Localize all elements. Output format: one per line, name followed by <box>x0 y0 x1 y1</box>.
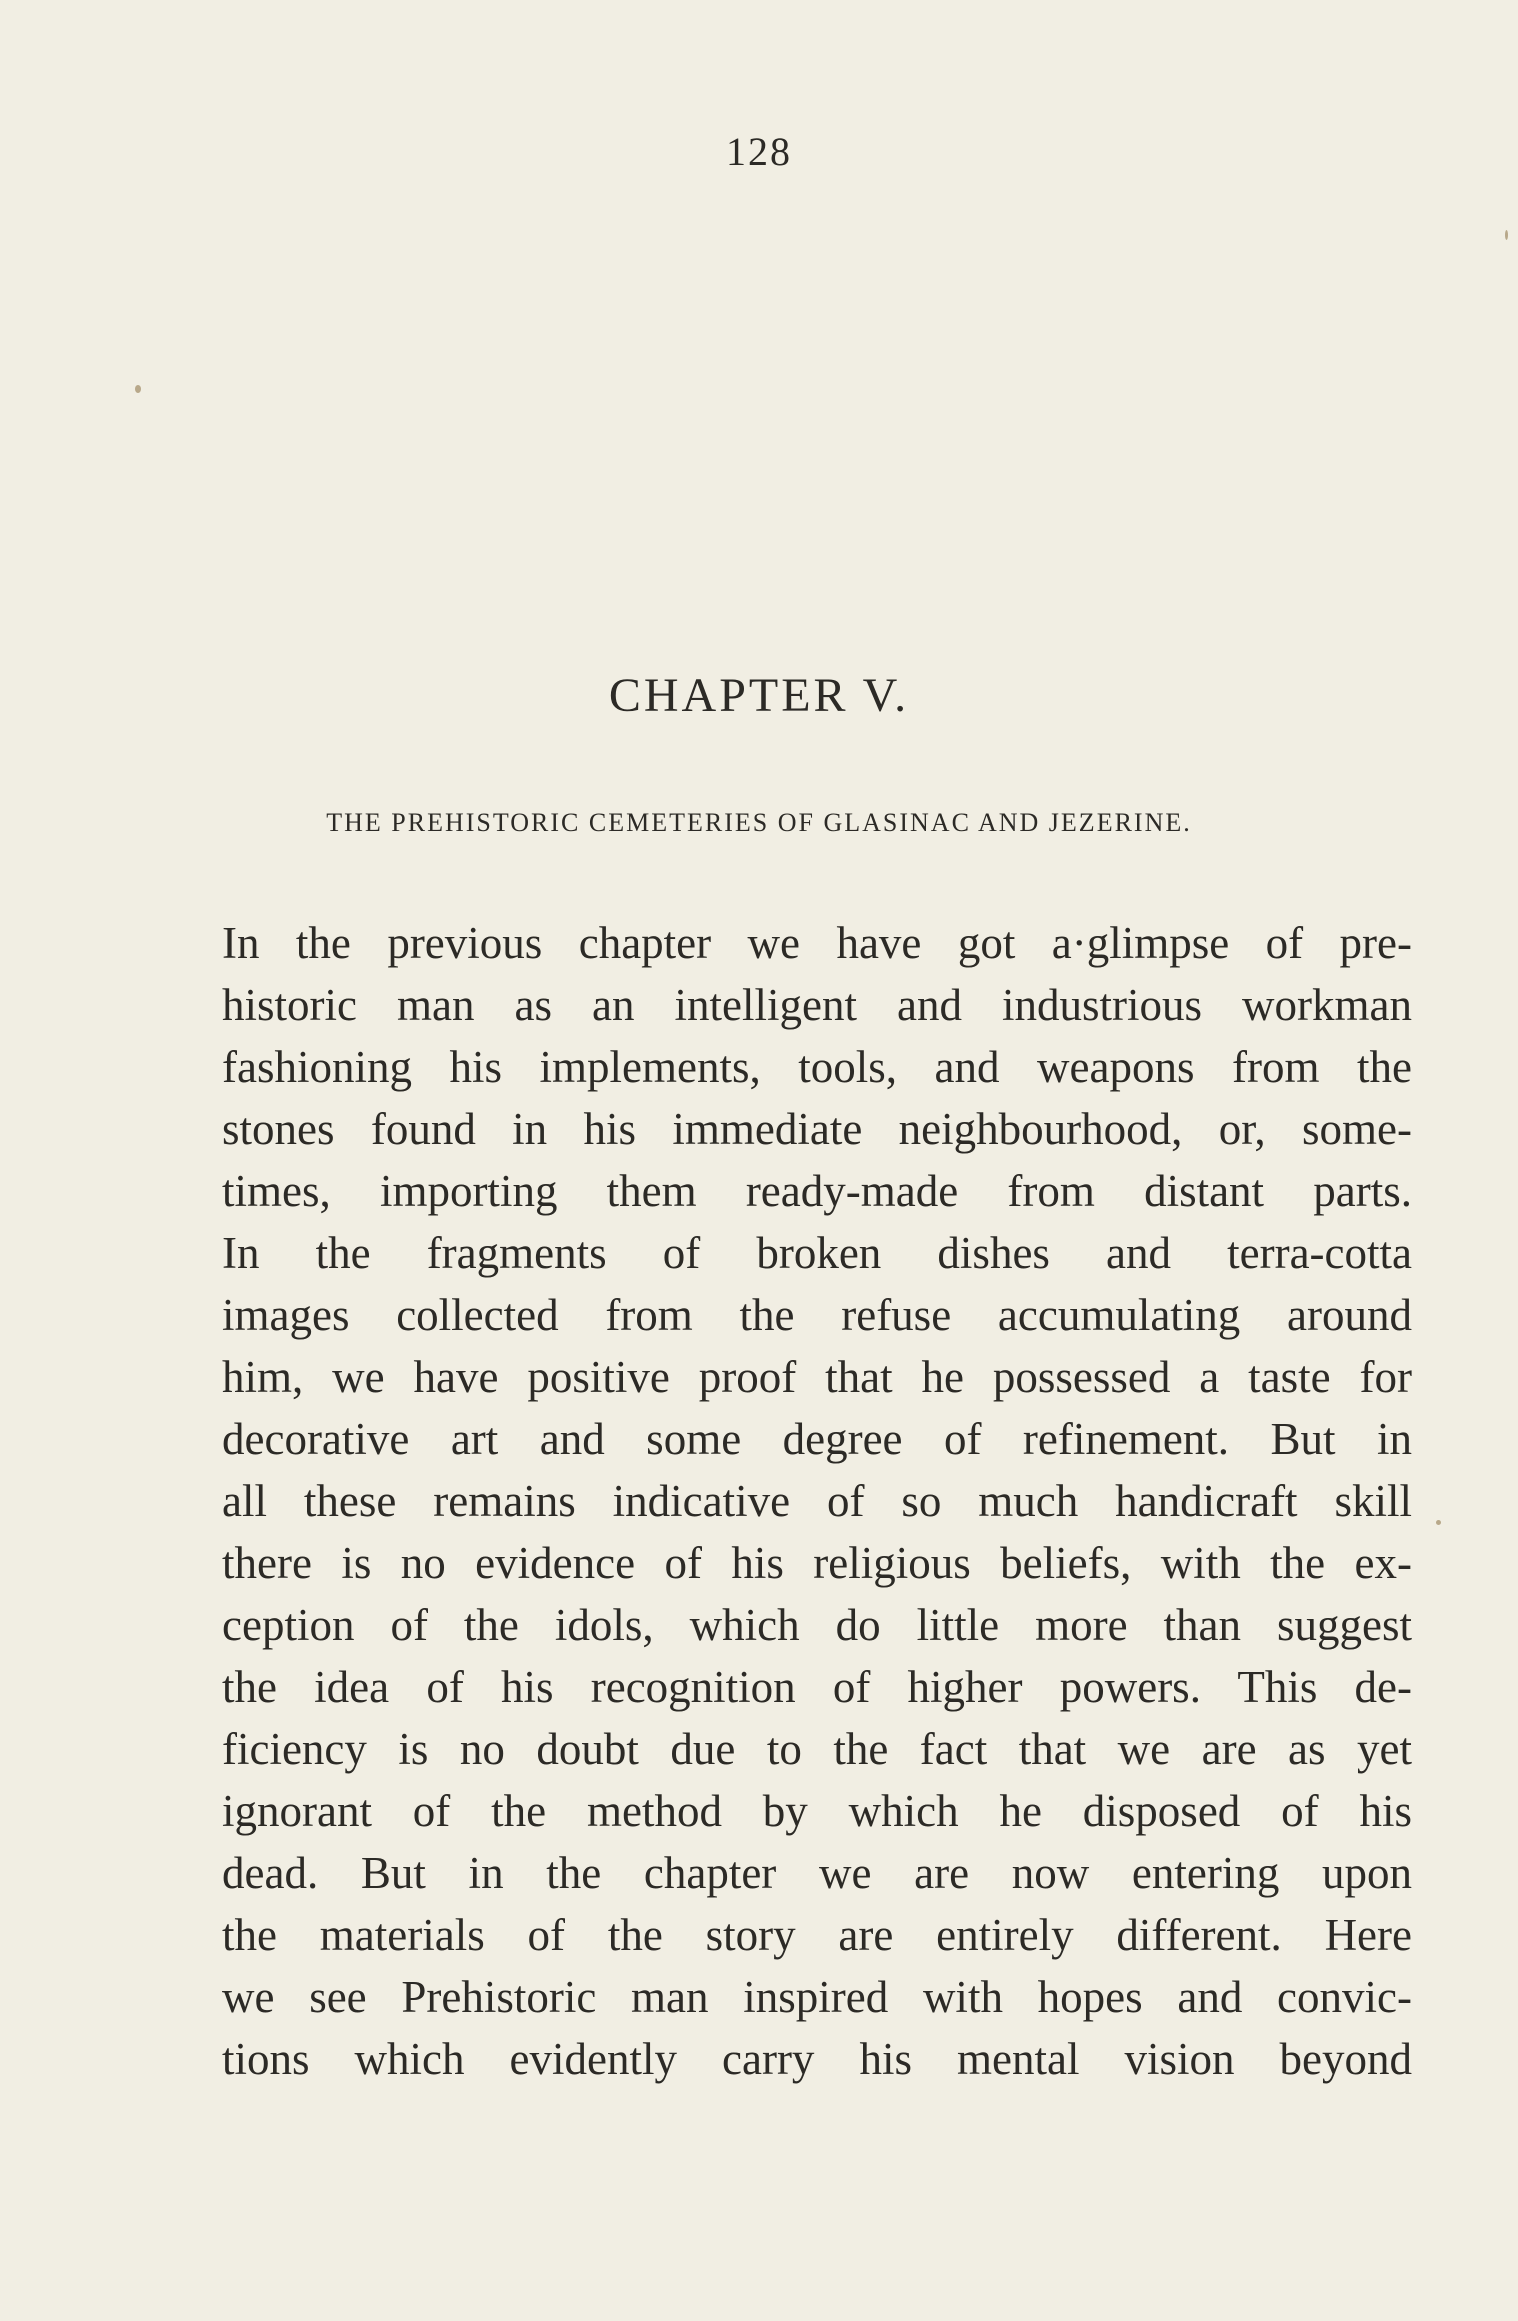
paper-speck <box>1505 230 1508 240</box>
body-line: ficiency is no doubt due to the fact that we are as yet <box>222 1724 1412 1774</box>
paper-speck <box>1436 1520 1441 1525</box>
body-line: In the fragments of broken dishes and terra-cotta <box>222 1228 1412 1278</box>
body-line: the idea of his recognition of higher powers. This de- <box>222 1662 1412 1712</box>
body-line: historic man as an intelligent and industrious workman <box>222 980 1412 1030</box>
body-line: decorative art and some degree of refinement. But in <box>222 1414 1412 1464</box>
body-line: times, importing them ready-made from distant parts. <box>222 1166 1412 1216</box>
body-line: fashioning his implements, tools, and weapons from the <box>222 1042 1412 1092</box>
body-line: we see Prehistoric man inspired with hopes and convic- <box>222 1972 1412 2022</box>
body-line: dead. But in the chapter we are now entering upon <box>222 1848 1412 1898</box>
body-line: the materials of the story are entirely different. Here <box>222 1910 1412 1960</box>
body-line: all these remains indicative of so much handicraft skill <box>222 1476 1412 1526</box>
body-line: tions which evidently carry his mental vision beyond <box>222 2034 1412 2084</box>
body-line: ception of the idols, which do little more than suggest <box>222 1600 1412 1650</box>
body-line: him, we have positive proof that he possessed a taste for <box>222 1352 1412 1402</box>
chapter-title: CHAPTER V. <box>608 669 910 722</box>
body-line: In the previous chapter we have got a·glimpse of pre- <box>222 918 1412 968</box>
page-number: 128 <box>726 129 792 174</box>
body-line: there is no evidence of his religious beliefs, with the ex- <box>222 1538 1412 1588</box>
body-line: ignorant of the method by which he disposed of his <box>222 1786 1412 1836</box>
body-line: stones found in his immediate neighbourhood, or, some- <box>222 1104 1412 1154</box>
body-line: images collected from the refuse accumulating around <box>222 1290 1412 1340</box>
paper-speck <box>135 385 141 393</box>
chapter-subtitle: THE PREHISTORIC CEMETERIES OF GLASINAC AND JEZERINE. <box>326 808 1192 837</box>
body-text <box>222 912 1412 2090</box>
